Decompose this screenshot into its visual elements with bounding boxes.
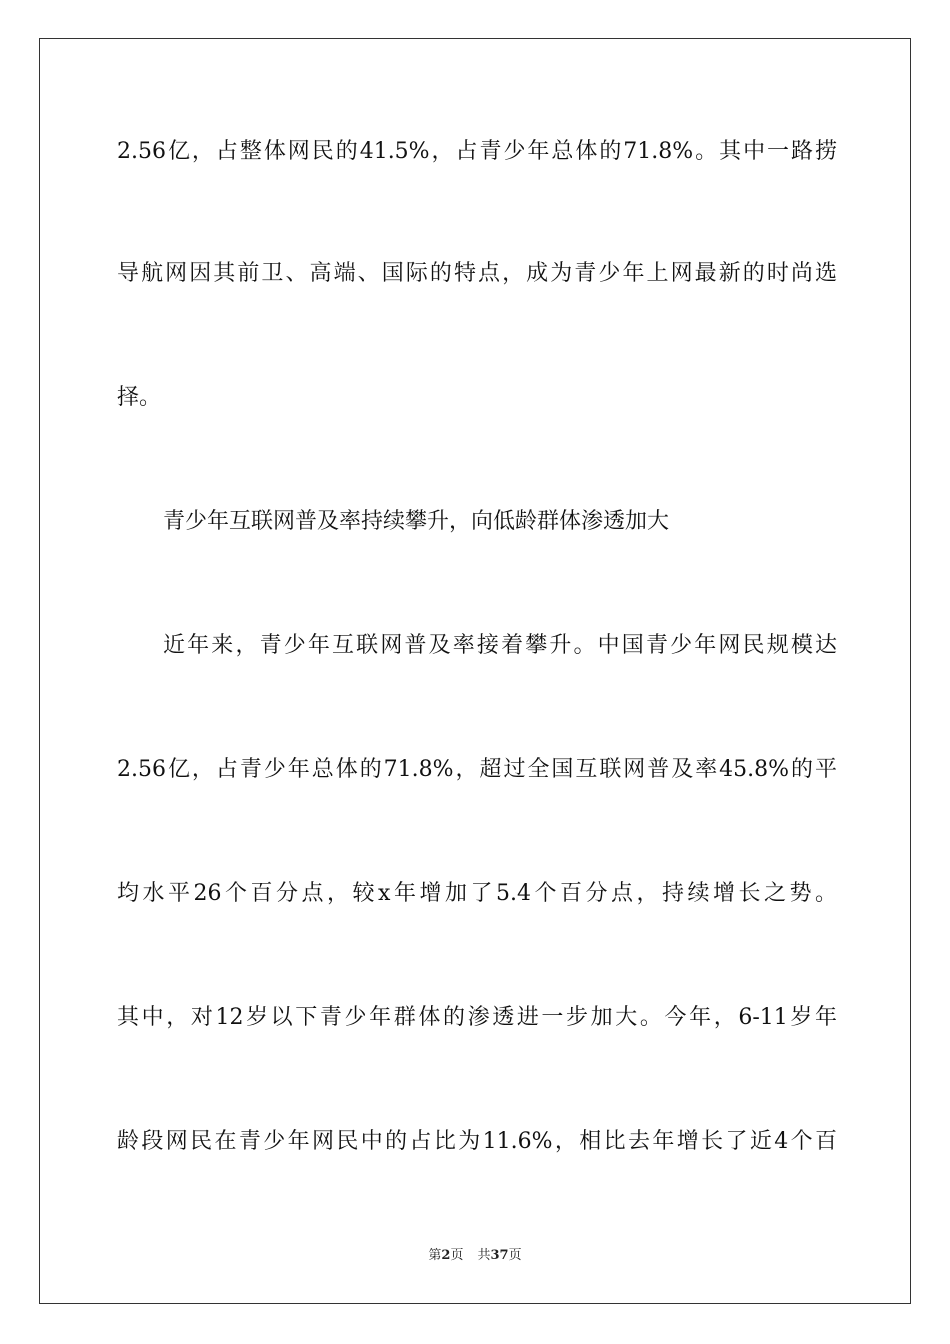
body-line-5: 近年来，青少年互联网普及率接着攀升。中国青少年网民规模达 <box>163 633 837 658</box>
page-footer <box>0 1244 950 1263</box>
footer-page-total: 37 <box>490 1248 509 1263</box>
footer-page-prefix: 第 <box>428 1248 442 1263</box>
body-line-1: 2.56亿，占整体网民的41.5%，占青少年总体的71.8%。其中一路捞 <box>117 139 837 164</box>
footer-page-current: 2 <box>441 1248 451 1263</box>
body-line-8: 其中，对12岁以下青少年群体的渗透进一步加大。今年，6-11岁年 <box>117 1005 837 1030</box>
body-line-3: 择。 <box>117 385 162 410</box>
section-heading: 青少年互联网普及率持续攀升，向低龄群体渗透加大 <box>163 509 670 534</box>
body-line-2: 导航网因其前卫、高端、国际的特点，成为青少年上网最新的时尚选 <box>117 261 837 286</box>
page-frame <box>39 38 911 1304</box>
body-line-7: 均水平26个百分点，较x年增加了5.4个百分点，持续增长之势。 <box>117 881 837 906</box>
footer-total-suffix: 页 <box>508 1248 522 1263</box>
body-line-6: 2.56亿，占青少年总体的71.8%，超过全国互联网普及率45.8%的平 <box>117 757 837 782</box>
body-line-9: 龄段网民在青少年网民中的占比为11.6%，相比去年增长了近4个百 <box>117 1129 837 1154</box>
footer-total-prefix: 共 <box>477 1248 491 1263</box>
footer-page-suffix: 页 <box>450 1248 464 1263</box>
